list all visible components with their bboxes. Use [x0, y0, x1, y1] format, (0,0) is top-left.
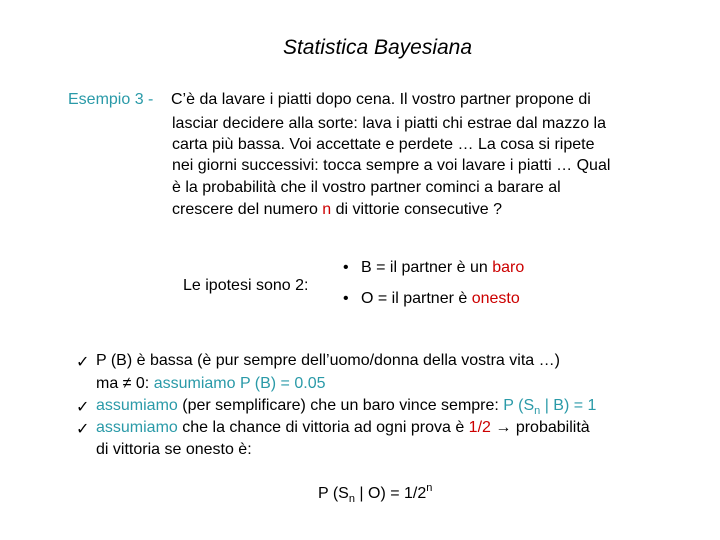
arrow-icon: →	[495, 419, 512, 436]
checklist-item-2-formula: P ($S_n$ | B) = 1	[503, 397, 597, 417]
hypotheses-label: Le ipotesi sono 2:	[183, 277, 309, 294]
checklist-item-1-line-1: P (B) è bassa (è pur sempre dell’uomo/donna della vostra vita …)	[96, 352, 560, 369]
checklist-item-3-line-1	[96, 419, 590, 437]
check-icon: ✓	[76, 399, 90, 416]
example-line-6-pre: crescere del numero	[172, 201, 318, 218]
checklist-item-2-highlight: assumiamo	[96, 397, 178, 414]
example-line-6	[172, 201, 502, 219]
slide-title: Statistica Bayesiana	[282, 36, 473, 59]
example-label: Esempio 3 -	[68, 91, 154, 108]
hypothesis-onesto-highlight: onesto	[471, 290, 520, 307]
checklist-item-1-line-2	[96, 375, 325, 393]
checklist-item-1-highlight: assumiamo P (B) = 0.05	[153, 375, 326, 392]
check-icon: ✓	[76, 354, 90, 371]
hypothesis-baro	[343, 259, 524, 277]
checklist-item-3-line-2: di vittoria se onesto è:	[96, 441, 252, 458]
hypothesis-onesto-text: O = il partner è	[361, 290, 468, 307]
hypothesis-baro-text: B = il partner è un	[361, 259, 488, 276]
example-line-4: nei giorni successivi: tocca sempre a voi lavare i piatti … Qual	[172, 157, 611, 174]
bullet-icon: •	[343, 290, 349, 307]
example-line-1: C’è da lavare i piatti dopo cena. Il vostro partner propone di	[171, 91, 591, 108]
checklist-item-3-value: 1/2	[468, 419, 491, 436]
checklist-item-2-text: (per semplificare) che un baro vince sempre:	[182, 397, 499, 414]
example-line-2: lasciar decidere alla sorte: lava i piatti chi estrae dal mazzo la	[172, 115, 606, 132]
checklist-item-3-tail: probabilità	[515, 419, 590, 436]
hypothesis-onesto	[343, 290, 520, 308]
bullet-icon: •	[343, 259, 349, 276]
example-line-3: carta più bassa. Voi accettate e perdete … La cosa si ripete	[172, 136, 595, 153]
checklist-item-3-highlight: assumiamo	[96, 419, 178, 436]
variable-n: n	[322, 201, 332, 218]
checklist-item-1-pre: ma ≠ 0:	[96, 375, 150, 392]
checklist-item-2	[96, 397, 596, 417]
result-formula: P ($S_n$ | $O) = 1/2^n$	[318, 482, 433, 505]
example-line-6-post: di vittorie consecutive ?	[335, 201, 502, 218]
example-line-5: è la probabilità che il vostro partner cominci a barare al	[172, 179, 561, 196]
hypothesis-baro-highlight: baro	[492, 259, 525, 276]
check-icon: ✓	[76, 421, 90, 438]
checklist-item-3-text: che la chance di vittoria ad ogni prova è	[182, 419, 465, 436]
